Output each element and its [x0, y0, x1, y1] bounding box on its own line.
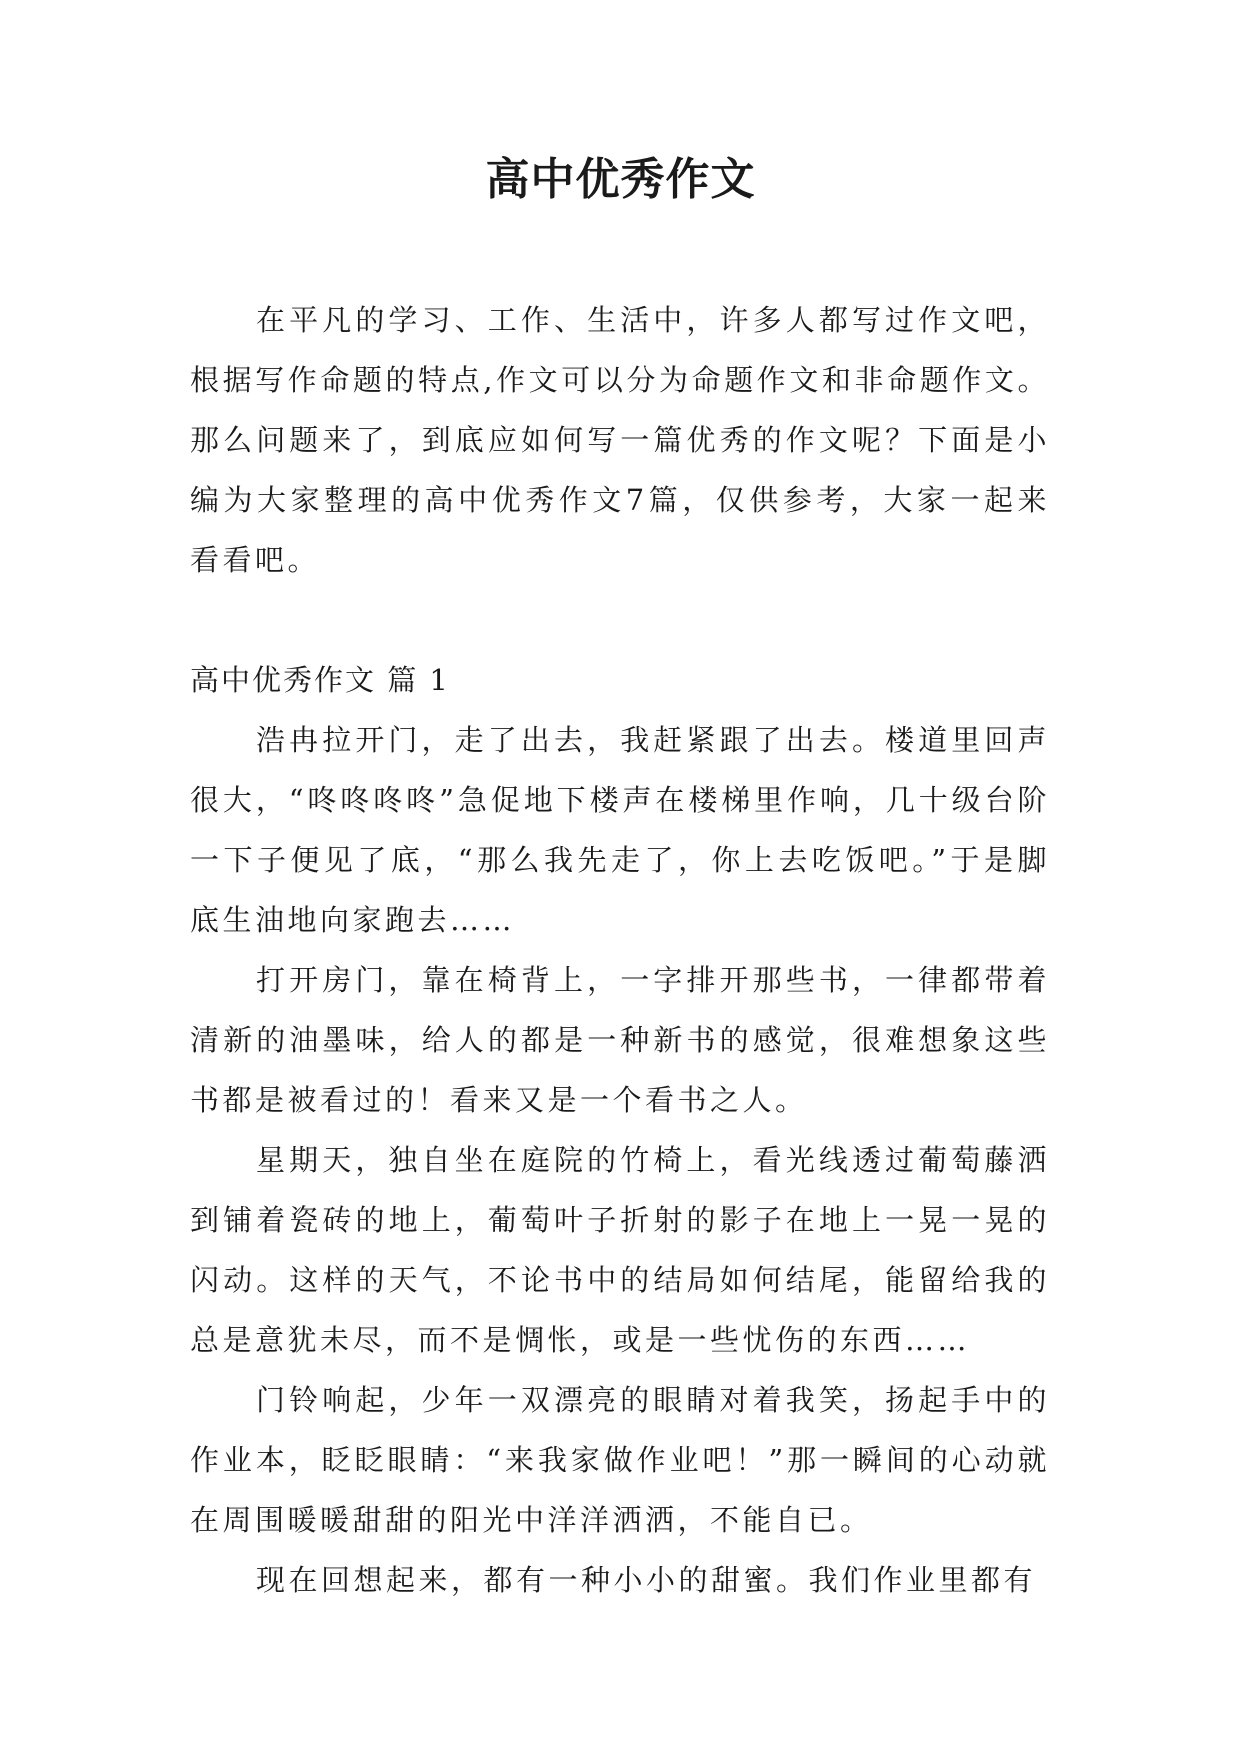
document-body [190, 290, 1050, 1610]
body-paragraph: 浩冉拉开门，走了出去，我赶紧跟了出去。楼道里回声很大，“咚咚咚咚”急促地下楼声在楼梯里作响，几十级台阶一下子便见了底，“那么我先走了，你上去吃饭吧。”于是脚底生油地向家跑去…… [190, 723, 1050, 937]
section-heading: 高中优秀作文 篇 1 [190, 663, 450, 697]
document-title: 高中优秀作文 [485, 154, 756, 205]
intro-paragraph: 在平凡的学习、工作、生活中，许多人都写过作文吧，根据写作命题的特点,作文可以分为命题作文和非命题作文。那么问题来了，到底应如何写一篇优秀的作文呢？下面是小编为大家整理的高中优秀作文7篇，仅供参考，大家一起来看看吧。 [190, 303, 1050, 577]
body-paragraph: 现在回想起来，都有一种小小的甜蜜。我们作业里都有 [256, 1563, 1037, 1597]
body-paragraph: 门铃响起，少年一双漂亮的眼睛对着我笑，扬起手中的作业本，眨眨眼睛：“来我家做作业吧！”那一瞬间的心动就在周围暖暖甜甜的阳光中洋洋洒洒，不能自已。 [190, 1383, 1050, 1537]
body-paragraph: 星期天，独自坐在庭院的竹椅上，看光线透过葡萄藤洒到铺着瓷砖的地上，葡萄叶子折射的影子在地上一晃一晃的闪动。这样的天气，不论书中的结局如何结尾，能留给我的总是意犹未尽，而不是惆怅，或是一些忧伤的东西…… [190, 1143, 1050, 1357]
body-paragraph: 打开房门，靠在椅背上，一字排开那些书，一律都带着清新的油墨味，给人的都是一种新书的感觉，很难想象这些书都是被看过的！看来又是一个看书之人。 [190, 963, 1050, 1117]
